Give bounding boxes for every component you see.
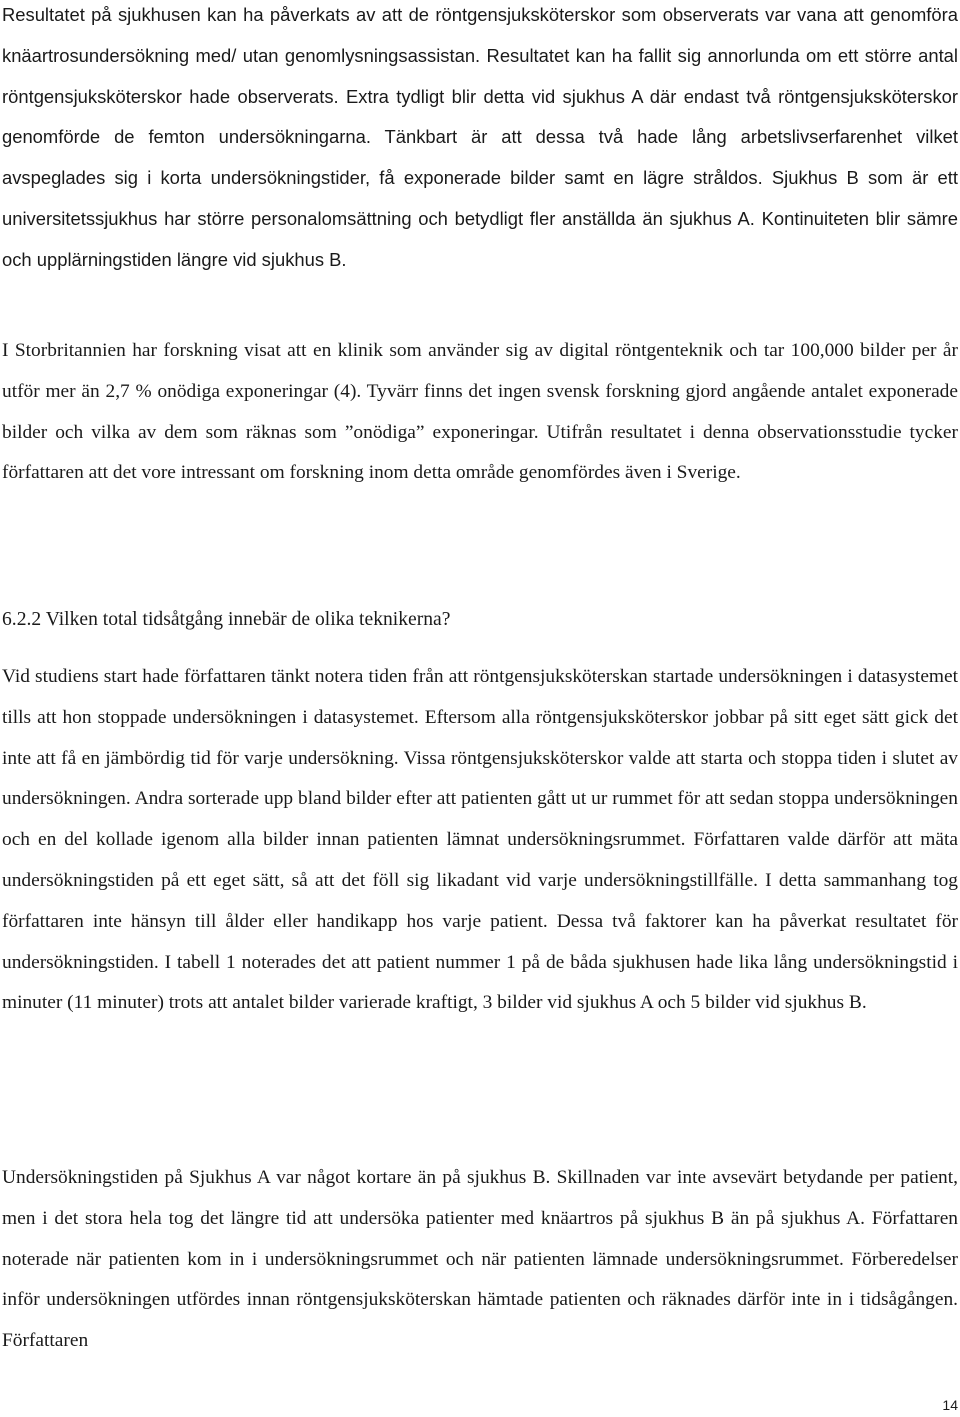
section-heading: 6.2.2 Vilken total tidsåtgång innebär de olika teknikerna? — [2, 609, 451, 630]
paragraph-unnecessary-exposures: I Storbritannien har forskning visat att en klinik som använder sig av digital röntgenteknik och tar 100,000 bilder per år utför mer än 2,7 % onödiga exponeringar (4). Tyvärr finns det ingen svensk forskning gjord angående antalet exponerade bilder och vilka av dem som räknas som ”onödiga” exponeringar. Utifrån resultatet i denna observationsstudie tycker författaren att det vore intressant om forskning inom detta område genomfördes även i Sverige. — [2, 340, 958, 484]
paragraph-discussion-sites: Resultatet på sjukhusen kan ha påverkats av att de röntgensjuksköterskor som observerats var vana att genomföra knäartrosundersökning med/ utan genomlysningsassistan. Resultatet kan ha fallit sig annorlunda om ett större antal röntgensjuksköterskor hade observerats. Extra tydligt blir detta vid sjukhus A där endast två röntgensjuksköterskor genomförde de femton undersökningarna. Tänkbart är att dessa två hade lång arbetslivserfarenhet vilket avspeglades sig i korta undersökningstider, få exponerade bilder samt en lägre stråldos. Sjukhus B som är ett universitetssjukhus har större personalomsättning och betydligt fler anställda än sjukhus A. Kontinuiteten blir sämre och upplärningstiden längre vid sjukhus B. — [2, 4, 958, 270]
paragraph-time-comparison: Undersökningstiden på Sjukhus A var något kortare än på sjukhus B. Skillnaden var inte avsevärt betydande per patient, men i det stora hela tog det längre tid att undersöka patienter med knäartros på sjukhus B än på sjukhus A. Författaren noterade när patienten kom in i undersökningsrummet och när patienten lämnade undersökningsrummet. Förberedelser inför undersökningen utfördes innan röntgensjuksköterskan hämtade patienten och räknades därför inte in i tidsågången. Författaren — [2, 1167, 958, 1352]
paragraph-time-measurement: Vid studiens start hade författaren tänkt notera tiden från att röntgensjuksköterskan startade undersökningen i datasystemet tills att hon stoppade undersökningen i datasystemet. Eftersom alla röntgensjuksköterskor jobbar på sitt eget sätt gick det inte att få en jämbördig tid för varje undersökning. Vissa röntgensjuksköterskor valde att starta och stoppa tiden i slutet av undersökningen. Andra sorterade upp bland bilder efter att patienten gått ut ur rummet för att sedan stoppa undersökningen och en del kollade igenom alla bilder innan patienten lämnat undersökningsrummet. Författaren valde därför att mäta undersökningstiden på ett eget sätt, så att det föll sig likadant vid varje undersökningstillfälle. I detta sammanhang tog författaren inte hänsyn till ålder eller handikapp hos varje patient. Dessa två faktorer kan ha påverkat resultatet för undersökningstiden. I tabell 1 noterades det att patient nummer 1 på de båda sjukhusen hade lika lång undersökningstid i minuter (11 minuter) trots att antalet bilder varierade kraftigt, 3 bilder vid sjukhus A och 5 bilder vid sjukhus B. — [2, 666, 958, 1014]
page-number: 14 — [942, 1397, 958, 1413]
